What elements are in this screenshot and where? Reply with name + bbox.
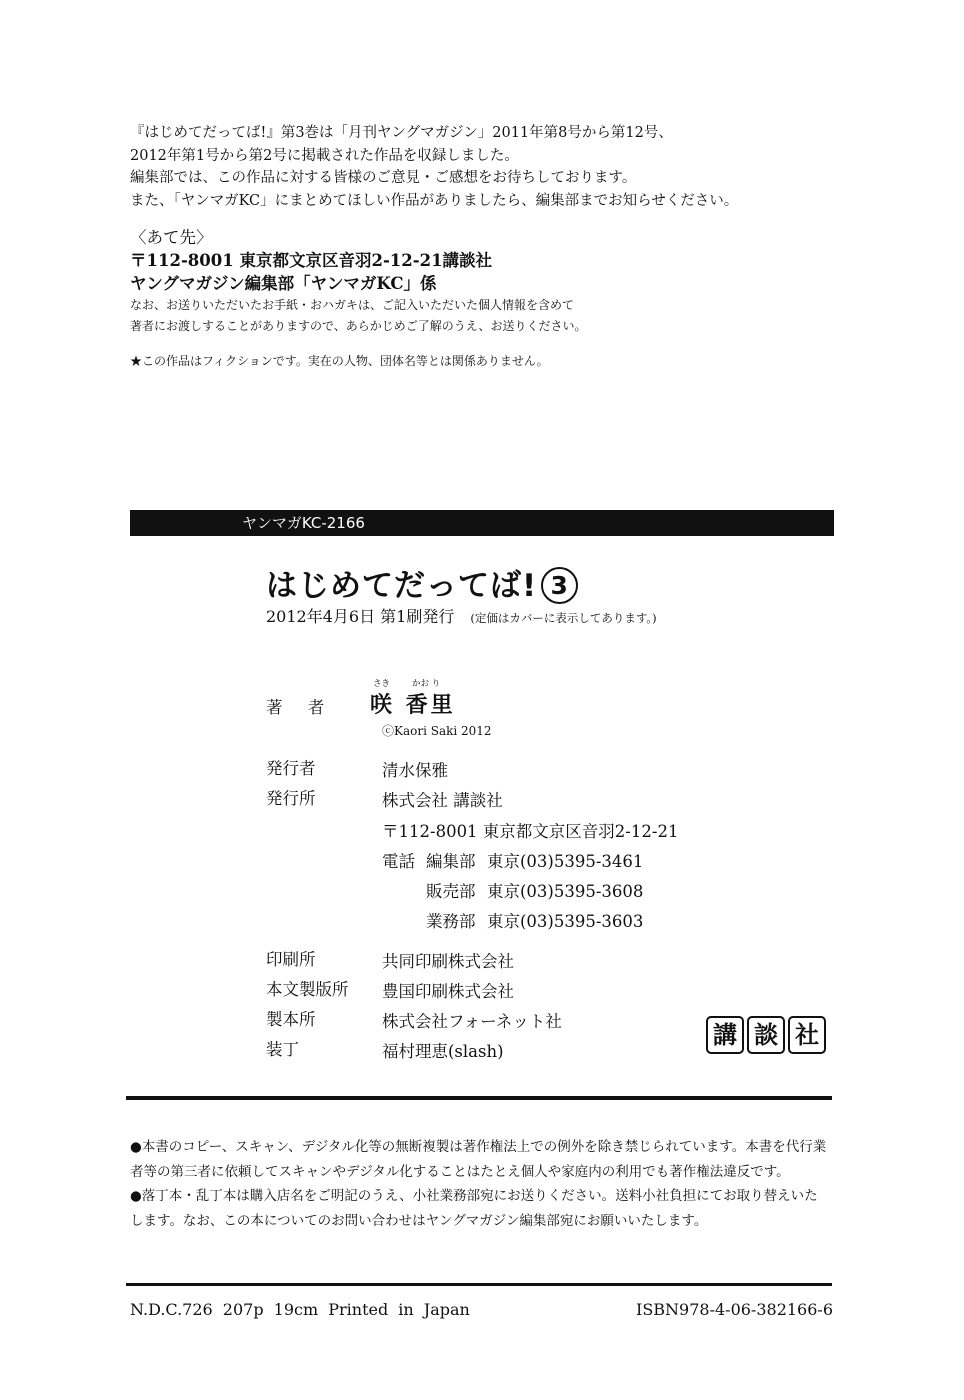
fiction-note: ★この作品はフィクションです。実在の人物、団体名等とは関係ありません。 — [130, 354, 549, 368]
address-note-2: 著者にお渡しすることがありますので、あらかじめご了解のうえ、お送りください。 — [130, 319, 587, 333]
design-label: 装丁 — [266, 1040, 299, 1059]
isbn: ISBN978-4-06-382166-6 — [636, 1300, 833, 1319]
legal-notices — [130, 1135, 850, 1233]
kodansha-logo — [706, 1016, 826, 1054]
footer-classification: N.D.C.726 207p 19cm Printed in Japan — [130, 1300, 470, 1319]
intro-line: 2012年第1号から第2号に掲載された作品を収録しました。 — [130, 147, 519, 164]
copyright-line: ⓒKaori Saki 2012 — [382, 724, 492, 738]
phone-label: 電話 — [382, 852, 415, 871]
address-line-1: 〒112-8001 東京都文京区音羽2-12-21講談社 — [130, 251, 493, 270]
design-name: 福村理恵(slash) — [382, 1042, 504, 1061]
phone-dept-business: 業務部 — [426, 912, 476, 931]
series-bar — [130, 510, 834, 536]
address-heading: 〈あて先〉 — [130, 228, 213, 247]
intro-paragraph — [130, 122, 850, 212]
address-block — [130, 226, 850, 337]
printer-label: 印刷所 — [266, 950, 316, 969]
author-ruby-kaori: かお り — [412, 679, 441, 689]
notice-line: ●落丁本・乱丁本は購入店名をご明記のうえ、小社業務部宛にお送りください。送料小社負担にてお取り替えいた — [130, 1188, 818, 1204]
author-label: 著 者 — [266, 698, 335, 717]
footer-rule — [126, 1283, 832, 1286]
publisher-address: 〒112-8001 東京都文京区音羽2-12-21 — [382, 822, 679, 841]
title-text: はじめてだってば! — [266, 568, 538, 604]
intro-line: 『はじめてだってば!』第3巻は「月刊ヤングマガジン」2011年第8号から第12号、 — [130, 125, 673, 141]
series-code: ヤンマガKC-2166 — [242, 514, 365, 532]
publication-date — [266, 604, 657, 627]
publisher-name: 株式会社 講談社 — [382, 791, 503, 810]
binder-name: 株式会社フォーネット社 — [382, 1012, 562, 1031]
publisher-label: 発行所 — [266, 789, 316, 808]
phone-number-editorial: 東京(03)5395-3461 — [487, 852, 644, 871]
binder-label: 製本所 — [266, 1010, 316, 1029]
phone-number-sales: 東京(03)5395-3608 — [487, 882, 644, 901]
notice-line: 者等の第三者に依頼してスキャンやデジタル化することはたとえ個人や家庭内の利用でも著作権法違反です。 — [130, 1163, 790, 1180]
phone-dept-editorial: 編集部 — [426, 852, 476, 871]
printer-name: 共同印刷株式会社 — [382, 952, 514, 971]
notice-line: します。なお、この本についてのお問い合わせはヤングマガジン編集部宛にお願いいたします。 — [130, 1212, 708, 1229]
logo-char: 講 — [706, 1016, 744, 1054]
plate-label: 本文製版所 — [266, 980, 349, 999]
divider-rule — [126, 1096, 832, 1100]
intro-line: 編集部では、この作品に対する皆様のご意見・ご感想をお待ちしております。 — [130, 170, 637, 186]
volume-number: 3 — [541, 567, 578, 604]
publisher-person-label: 発行者 — [266, 759, 316, 778]
logo-char: 社 — [788, 1016, 826, 1054]
address-note-1: なお、お送りいただいたお手紙・おハガキは、ご記入いただいた個人情報を含めて — [130, 298, 575, 312]
logo-char: 談 — [747, 1016, 785, 1054]
book-title — [266, 560, 578, 605]
notice-line: ●本書のコピー、スキャン、デジタル化等の無断複製は著作権法上での例外を除き禁じられています。本書を代行業 — [130, 1139, 827, 1155]
phone-number-business: 東京(03)5395-3603 — [487, 912, 644, 931]
phone-dept-sales: 販売部 — [426, 882, 476, 901]
author-ruby-saki: さき — [373, 679, 391, 689]
pubdate-text: 2012年4月6日 第1刷発行 — [266, 607, 455, 626]
intro-line: また、「ヤンマガKC」にまとめてほしい作品がありましたら、編集部までお知らせください。 — [130, 192, 739, 209]
plate-name: 豊国印刷株式会社 — [382, 982, 514, 1001]
publisher-person-name: 清水保雅 — [382, 761, 448, 780]
price-note: (定価はカバーに表示してあります。) — [470, 611, 657, 625]
author-name: 咲 香里 — [370, 692, 456, 718]
address-line-2: ヤングマガジン編集部「ヤンマガKC」係 — [130, 274, 437, 293]
